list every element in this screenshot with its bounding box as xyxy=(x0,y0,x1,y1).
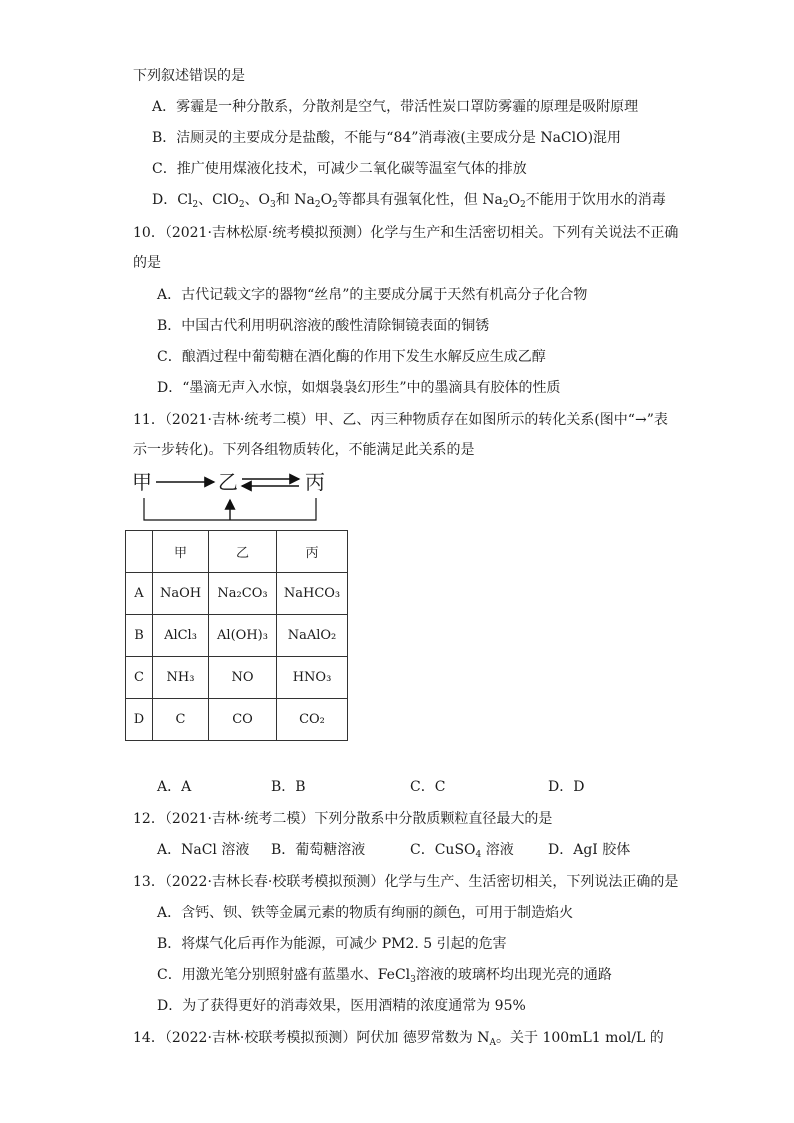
conversion-diagram xyxy=(132,466,352,526)
q11-option-d: D．D xyxy=(548,779,585,795)
table-cell: AlCl₃ xyxy=(153,615,209,657)
table-cell: Na₂CO₃ xyxy=(209,573,277,615)
table-header-cell: 乙 xyxy=(209,531,277,573)
q10-stem-line2: 的是 xyxy=(133,255,161,271)
q12-option-a: A．NaCl 溶液 xyxy=(157,842,250,858)
diagram-label-yi: 乙 xyxy=(218,470,238,494)
q10-option-c: C．酿酒过程中葡萄糖在酒化酶的作用下发生水解反应生成乙醇 xyxy=(157,349,546,365)
diagram-label-jia: 甲 xyxy=(132,470,152,494)
table-cell: NaHCO₃ xyxy=(277,573,348,615)
q13-option-d: D．为了获得更好的消毒效果，医用酒精的浓度通常为 95% xyxy=(157,998,526,1014)
diagram-label-bing: 丙 xyxy=(305,470,325,494)
table-cell: D xyxy=(126,699,153,741)
q9-stem-tail: 下列叙述错误的是 xyxy=(133,68,245,84)
q13-option-c: C．用激光笔分别照射盛有蓝墨水、FeCl$_3$溶液的玻璃杯均出现光亮的通路 xyxy=(157,967,612,985)
q10-stem-line1: 10．（2021·吉林松原·统考模拟预测）化学与生产和生活密切相关。下列有关说法不正确 xyxy=(133,225,679,241)
table-cell: CO₂ xyxy=(277,699,348,741)
table-cell: A xyxy=(126,573,153,615)
q11-option-a: A．A xyxy=(157,779,192,795)
table-cell: B xyxy=(126,615,153,657)
table-cell: NaOH xyxy=(153,573,209,615)
q12-stem: 12．（2021·吉林·统考二模）下列分散系中分散质颗粒直径最大的是 xyxy=(133,811,553,827)
q9-option-b: B．洁厕灵的主要成分是盐酸，不能与“84”消毒液(主要成分是 NaClO)混用 xyxy=(152,130,622,146)
q11-option-b: B．B xyxy=(271,779,306,795)
q14-stem: 14．（2022·吉林·校联考模拟预测）阿伏加 德罗常数为 $N_A$。关于 100mL1 mol/L 的 xyxy=(133,1030,664,1048)
table-cell: CO xyxy=(209,699,277,741)
q10-option-a: A．古代记载文字的器物“丝帛”的主要成分属于天然有机高分子化合物 xyxy=(157,287,588,303)
table-header-cell: 丙 xyxy=(277,531,348,573)
table-cell: C xyxy=(153,699,209,741)
table-cell: HNO₃ xyxy=(277,657,348,699)
q11-option-c: C．C xyxy=(410,779,446,795)
q13-option-a: A．含钙、钡、铁等金属元素的物质有绚丽的颜色，可用于制造焰火 xyxy=(157,905,574,921)
q10-option-b: B．中国古代利用明矾溶液的酸性清除铜镜表面的铜锈 xyxy=(157,318,490,334)
q9-option-c: C．推广使用煤液化技术，可减少二氧化碳等温室气体的排放 xyxy=(152,161,527,177)
q12-option-d: D．AgI 胶体 xyxy=(548,842,631,858)
table-row xyxy=(126,657,348,699)
q9-option-d: D．$Cl_2$、ClO$_2$、$O_3$和 $Na_2O_2$等都具有强氧化性，但 $Na_2O_2$不能用于饮用水的消毒 xyxy=(152,192,666,210)
q11-stem-line1: 11．（2021·吉林·统考二模）甲、乙、丙三种物质存在如图所示的转化关系(图中“→”表 xyxy=(133,412,668,428)
q9-option-a: A．雾霾是一种分散系，分散剂是空气，带活性炭口罩防雾霾的原理是吸附原理 xyxy=(152,99,639,115)
table-header-row xyxy=(126,531,348,573)
q12-option-b: B．葡萄糖溶液 xyxy=(271,842,366,858)
q11-stem-line2: 示一步转化)。下列各组物质转化，不能满足此关系的是 xyxy=(133,442,475,458)
q13-stem: 13．（2022·吉林长春·校联考模拟预测）化学与生产、生活密切相关，下列说法正确的是 xyxy=(133,874,679,890)
table-cell: NaAlO₂ xyxy=(277,615,348,657)
q10-option-d: D．“墨滴无声入水惊，如烟袅袅幻形生”中的墨滴具有胶体的性质 xyxy=(157,380,561,396)
table-cell: Al(OH)₃ xyxy=(209,615,277,657)
table-cell: C xyxy=(126,657,153,699)
table-row xyxy=(126,699,348,741)
table-cell: NO xyxy=(209,657,277,699)
table-cell: NH₃ xyxy=(153,657,209,699)
diagram-arrows xyxy=(132,466,352,526)
q13-option-b: B．将煤气化后再作为能源，可减少 PM2. 5 引起的危害 xyxy=(157,936,507,952)
substance-table xyxy=(125,530,348,741)
q12-option-c: C．CuSO$_4$ 溶液 xyxy=(410,842,514,860)
table-row xyxy=(126,573,348,615)
table-header-cell: 甲 xyxy=(153,531,209,573)
table-header-cell xyxy=(126,531,153,573)
table-row xyxy=(126,615,348,657)
